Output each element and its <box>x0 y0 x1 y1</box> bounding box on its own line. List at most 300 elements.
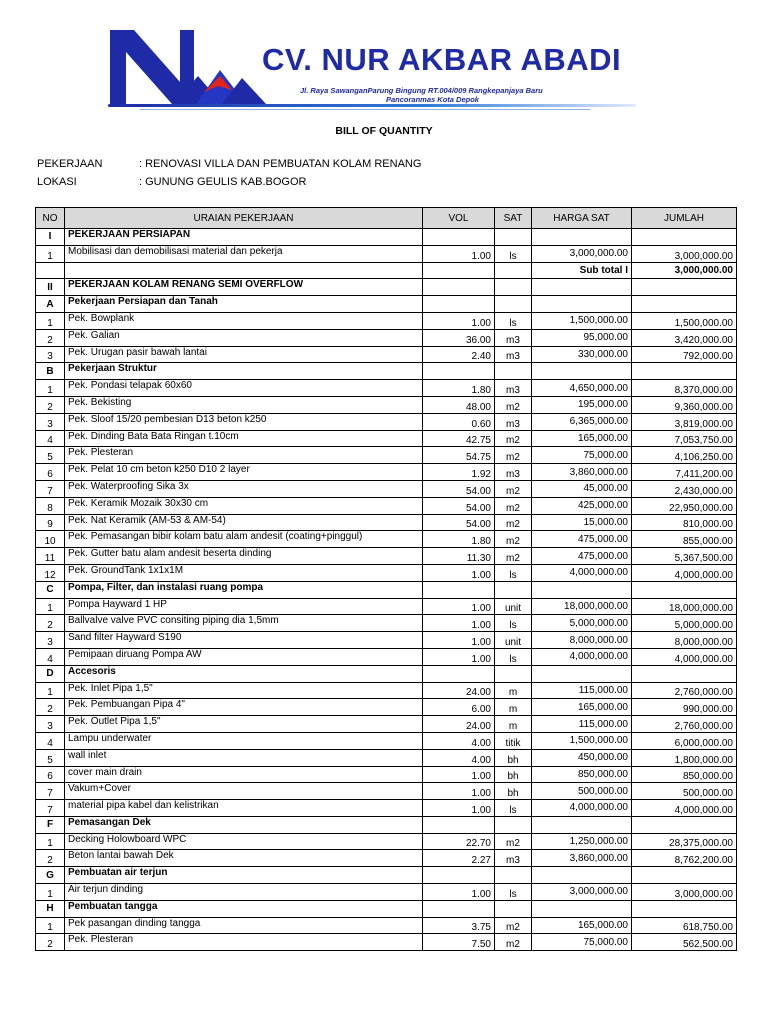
row-jumlah: 8,000,000.00 <box>632 632 737 649</box>
row-harga: 4,000,000.00 <box>532 564 632 581</box>
row-sat: m <box>495 716 532 733</box>
row-vol: 1.92 <box>423 464 495 481</box>
row-description: Pemipaan diruang Pompa AW <box>65 648 423 665</box>
row-vol: 1.00 <box>423 245 495 262</box>
row-sat <box>495 296 532 313</box>
row-description: Pek. Gutter batu alam andesit beserta dinding <box>65 548 423 565</box>
row-sat: m2 <box>495 934 532 951</box>
row-no: 6 <box>36 766 65 783</box>
row-vol: 11.30 <box>423 548 495 565</box>
table-row <box>36 548 737 565</box>
row-description: cover main drain <box>65 766 423 783</box>
row-description: Beton lantai bawah Dek <box>65 850 423 867</box>
row-no: 1 <box>36 245 65 262</box>
row-description: Pek. Pelat 10 cm beton k250 D10 2 layer <box>65 464 423 481</box>
row-harga: 3,000,000.00 <box>532 884 632 901</box>
row-sat: m2 <box>495 396 532 413</box>
row-vol <box>423 816 495 833</box>
row-no: 10 <box>36 531 65 548</box>
row-no: 2 <box>36 850 65 867</box>
row-harga: 15,000.00 <box>532 514 632 531</box>
row-harga: 475,000.00 <box>532 531 632 548</box>
row-harga: 75,000.00 <box>532 447 632 464</box>
section-row <box>36 900 737 917</box>
row-no: 2 <box>36 934 65 951</box>
row-sat: ls <box>495 615 532 632</box>
row-no: 12 <box>36 564 65 581</box>
row-no: 2 <box>36 396 65 413</box>
row-sat <box>495 816 532 833</box>
table-row <box>36 632 737 649</box>
row-vol: 1.00 <box>423 884 495 901</box>
table-row <box>36 514 737 531</box>
row-jumlah <box>632 867 737 884</box>
row-no: 3 <box>36 716 65 733</box>
row-jumlah: 7,411,200.00 <box>632 464 737 481</box>
row-sat: m2 <box>495 917 532 934</box>
row-description: Pekerjaan Persiapan dan Tanah <box>65 296 423 313</box>
row-harga: 425,000.00 <box>532 497 632 514</box>
row-vol: 1.80 <box>423 380 495 397</box>
row-harga: 450,000.00 <box>532 749 632 766</box>
row-vol <box>423 900 495 917</box>
row-harga: 5,000,000.00 <box>532 615 632 632</box>
section-row <box>36 296 737 313</box>
table-body <box>36 229 737 951</box>
row-jumlah: 3,819,000.00 <box>632 413 737 430</box>
row-vol: 1.80 <box>423 531 495 548</box>
row-no: A <box>36 296 65 313</box>
row-jumlah: 855,000.00 <box>632 531 737 548</box>
section-row <box>36 229 737 246</box>
row-vol: 48.00 <box>423 396 495 413</box>
row-vol: 2.27 <box>423 850 495 867</box>
row-harga: 18,000,000.00 <box>532 598 632 615</box>
table-row <box>36 716 737 733</box>
row-sat: m2 <box>495 531 532 548</box>
row-jumlah <box>632 296 737 313</box>
row-sat: bh <box>495 766 532 783</box>
row-no: 1 <box>36 598 65 615</box>
row-no: 3 <box>36 632 65 649</box>
row-vol <box>423 581 495 598</box>
row-no: 4 <box>36 648 65 665</box>
table-row <box>36 464 737 481</box>
row-vol: 7.50 <box>423 934 495 951</box>
row-description: Pek. Pemasangan bibir kolam batu alam andesit (coating+pinggul) <box>65 531 423 548</box>
row-jumlah: 28,375,000.00 <box>632 833 737 850</box>
row-description: Pek. Keramik Mozaik 30x30 cm <box>65 497 423 514</box>
row-no: 6 <box>36 464 65 481</box>
table-row <box>36 766 737 783</box>
company-logo-icon <box>100 26 275 106</box>
row-vol <box>423 363 495 380</box>
row-no: 2 <box>36 699 65 716</box>
row-no: G <box>36 867 65 884</box>
row-sat <box>495 867 532 884</box>
row-sat: m2 <box>495 447 532 464</box>
row-harga <box>532 816 632 833</box>
row-jumlah: 22,950,000.00 <box>632 497 737 514</box>
row-vol: 24.00 <box>423 716 495 733</box>
row-sat: m2 <box>495 480 532 497</box>
row-sat: m2 <box>495 514 532 531</box>
row-jumlah: 4,000,000.00 <box>632 564 737 581</box>
row-sat <box>495 262 532 279</box>
row-harga <box>532 296 632 313</box>
row-description: Pemasangan Dek <box>65 816 423 833</box>
table-row <box>36 615 737 632</box>
row-sat: m3 <box>495 464 532 481</box>
row-vol: 54.75 <box>423 447 495 464</box>
row-sat: unit <box>495 632 532 649</box>
row-jumlah: 4,000,000.00 <box>632 648 737 665</box>
subtotal-value: 3,000,000.00 <box>632 262 737 279</box>
row-description: Air terjun dinding <box>65 884 423 901</box>
letterhead <box>0 0 768 120</box>
row-vol: 22.70 <box>423 833 495 850</box>
row-jumlah: 3,420,000.00 <box>632 329 737 346</box>
col-header-no: NO <box>36 208 65 229</box>
row-description: Ballvalve valve PVC consiting piping dia 1,5mm <box>65 615 423 632</box>
row-no: 3 <box>36 346 65 363</box>
row-jumlah <box>632 363 737 380</box>
row-vol <box>423 665 495 682</box>
row-no: 1 <box>36 833 65 850</box>
header-divider-thin <box>140 109 590 110</box>
row-sat: m3 <box>495 346 532 363</box>
row-sat: m <box>495 682 532 699</box>
row-no: B <box>36 363 65 380</box>
row-sat <box>495 581 532 598</box>
table-row <box>36 396 737 413</box>
row-harga: 4,000,000.00 <box>532 648 632 665</box>
table-row <box>36 380 737 397</box>
document-title: BILL OF QUANTITY <box>335 125 433 137</box>
row-harga <box>532 867 632 884</box>
row-no: 2 <box>36 329 65 346</box>
row-harga: 3,000,000.00 <box>532 245 632 262</box>
row-description: Pek. Dinding Bata Bata Ringan t.10cm <box>65 430 423 447</box>
row-no: 3 <box>36 413 65 430</box>
table-row <box>36 917 737 934</box>
row-description: Pek. Pondasi telapak 60x60 <box>65 380 423 397</box>
subtotal-label: Sub total I <box>532 262 632 279</box>
row-vol: 2.40 <box>423 346 495 363</box>
table-row <box>36 884 737 901</box>
row-no: 7 <box>36 783 65 800</box>
row-vol: 1.00 <box>423 615 495 632</box>
row-vol: 24.00 <box>423 682 495 699</box>
table-row <box>36 245 737 262</box>
row-no: 7 <box>36 800 65 817</box>
row-description: Decking Holowboard WPC <box>65 833 423 850</box>
section-row <box>36 867 737 884</box>
table-row <box>36 699 737 716</box>
row-harga: 75,000.00 <box>532 934 632 951</box>
row-jumlah: 792,000.00 <box>632 346 737 363</box>
table-row <box>36 480 737 497</box>
row-sat: bh <box>495 783 532 800</box>
row-harga <box>532 363 632 380</box>
row-jumlah: 850,000.00 <box>632 766 737 783</box>
row-vol: 4.00 <box>423 732 495 749</box>
row-no: 1 <box>36 884 65 901</box>
row-no: 9 <box>36 514 65 531</box>
row-no: 1 <box>36 917 65 934</box>
row-no <box>36 262 65 279</box>
row-harga: 4,000,000.00 <box>532 800 632 817</box>
row-harga <box>532 229 632 246</box>
row-sat: m3 <box>495 380 532 397</box>
row-sat: m3 <box>495 329 532 346</box>
table-row <box>36 934 737 951</box>
col-header-sat: SAT <box>495 208 532 229</box>
row-jumlah: 810,000.00 <box>632 514 737 531</box>
row-vol <box>423 262 495 279</box>
row-harga: 850,000.00 <box>532 766 632 783</box>
row-description: Pek. Pembuangan Pipa 4" <box>65 699 423 716</box>
row-no: 4 <box>36 732 65 749</box>
row-sat: m <box>495 699 532 716</box>
row-jumlah: 2,760,000.00 <box>632 716 737 733</box>
row-jumlah: 9,360,000.00 <box>632 396 737 413</box>
row-jumlah: 5,367,500.00 <box>632 548 737 565</box>
row-description: Pek. Bekisting <box>65 396 423 413</box>
row-description: material pipa kabel dan kelistrikan <box>65 800 423 817</box>
row-no: 4 <box>36 430 65 447</box>
row-jumlah: 8,762,200.00 <box>632 850 737 867</box>
boq-table <box>35 207 737 951</box>
row-jumlah <box>632 816 737 833</box>
row-no: 5 <box>36 749 65 766</box>
col-header-vol: VOL <box>423 208 495 229</box>
row-vol: 1.00 <box>423 766 495 783</box>
row-harga <box>532 581 632 598</box>
row-harga: 165,000.00 <box>532 917 632 934</box>
row-harga: 3,860,000.00 <box>532 850 632 867</box>
row-jumlah: 618,750.00 <box>632 917 737 934</box>
row-harga: 8,000,000.00 <box>532 632 632 649</box>
row-sat: ls <box>495 312 532 329</box>
row-sat <box>495 279 532 296</box>
row-sat: bh <box>495 749 532 766</box>
section-row <box>36 816 737 833</box>
row-description: Pek. Galian <box>65 329 423 346</box>
row-jumlah: 18,000,000.00 <box>632 598 737 615</box>
row-harga: 6,365,000.00 <box>532 413 632 430</box>
row-no: 1 <box>36 380 65 397</box>
row-harga: 475,000.00 <box>532 548 632 565</box>
row-sat: m3 <box>495 413 532 430</box>
row-vol: 1.00 <box>423 648 495 665</box>
row-description: Pompa Hayward 1 HP <box>65 598 423 615</box>
row-no: 8 <box>36 497 65 514</box>
row-vol: 0.60 <box>423 413 495 430</box>
row-vol <box>423 279 495 296</box>
table-row <box>36 413 737 430</box>
row-jumlah: 1,800,000.00 <box>632 749 737 766</box>
row-harga: 195,000.00 <box>532 396 632 413</box>
table-row <box>36 346 737 363</box>
table-row <box>36 850 737 867</box>
col-header-uraian: URAIAN PEKERJAAN <box>65 208 423 229</box>
row-description: Pembuatan tangga <box>65 900 423 917</box>
row-no: H <box>36 900 65 917</box>
row-sat: ls <box>495 245 532 262</box>
table-row <box>36 531 737 548</box>
table-row <box>36 732 737 749</box>
table-row <box>36 598 737 615</box>
row-description: Pek. Waterproofing Sika 3x <box>65 480 423 497</box>
row-description: Pek. Outlet Pipa 1,5" <box>65 716 423 733</box>
row-sat: ls <box>495 648 532 665</box>
row-harga: 115,000.00 <box>532 716 632 733</box>
row-jumlah: 4,106,250.00 <box>632 447 737 464</box>
row-description: Pekerjaan Struktur <box>65 363 423 380</box>
row-description: Accesoris <box>65 665 423 682</box>
row-vol: 42.75 <box>423 430 495 447</box>
row-jumlah: 6,000,000.00 <box>632 732 737 749</box>
row-harga: 165,000.00 <box>532 430 632 447</box>
row-jumlah: 5,000,000.00 <box>632 615 737 632</box>
row-harga: 45,000.00 <box>532 480 632 497</box>
row-description: Vakum+Cover <box>65 783 423 800</box>
row-no: 5 <box>36 447 65 464</box>
table-row <box>36 682 737 699</box>
row-description: PEKERJAAN PERSIAPAN <box>65 229 423 246</box>
row-sat: m2 <box>495 833 532 850</box>
row-vol: 54.00 <box>423 480 495 497</box>
row-description: Pek. GroundTank 1x1x1M <box>65 564 423 581</box>
row-sat: unit <box>495 598 532 615</box>
row-harga: 330,000.00 <box>532 346 632 363</box>
section-row <box>36 363 737 380</box>
row-vol: 6.00 <box>423 699 495 716</box>
row-no: F <box>36 816 65 833</box>
row-description: Pompa, Filter, dan instalasi ruang pompa <box>65 581 423 598</box>
row-jumlah <box>632 581 737 598</box>
row-harga: 500,000.00 <box>532 783 632 800</box>
row-description: Sand filter Hayward S190 <box>65 632 423 649</box>
row-vol: 1.00 <box>423 800 495 817</box>
row-description: PEKERJAAN KOLAM RENANG SEMI OVERFLOW <box>65 279 423 296</box>
row-description: Lampu underwater <box>65 732 423 749</box>
table-row <box>36 497 737 514</box>
meta-value: : RENOVASI VILLA DAN PEMBUATAN KOLAM RENANG <box>139 158 422 170</box>
row-description: Pek. Urugan pasir bawah lantai <box>65 346 423 363</box>
row-vol: 1.00 <box>423 564 495 581</box>
row-no: C <box>36 581 65 598</box>
table-row <box>36 800 737 817</box>
row-description: Pek. Nat Keramik (AM-53 & AM-54) <box>65 514 423 531</box>
row-vol: 1.00 <box>423 632 495 649</box>
section-row <box>36 581 737 598</box>
row-vol: 1.00 <box>423 783 495 800</box>
row-no: 11 <box>36 548 65 565</box>
row-jumlah: 3,000,000.00 <box>632 245 737 262</box>
row-sat: m2 <box>495 430 532 447</box>
row-harga: 95,000.00 <box>532 329 632 346</box>
row-no: 1 <box>36 682 65 699</box>
row-harga <box>532 279 632 296</box>
row-vol: 3.75 <box>423 917 495 934</box>
row-sat: ls <box>495 564 532 581</box>
col-header-harga-sat: HARGA SAT <box>532 208 632 229</box>
row-no: II <box>36 279 65 296</box>
row-sat <box>495 229 532 246</box>
meta-lokasi <box>37 176 306 188</box>
row-description: Pek pasangan dinding tangga <box>65 917 423 934</box>
row-vol: 54.00 <box>423 497 495 514</box>
row-harga: 165,000.00 <box>532 699 632 716</box>
row-harga: 3,860,000.00 <box>532 464 632 481</box>
row-description: Pek. Inlet Pipa 1,5" <box>65 682 423 699</box>
row-jumlah: 990,000.00 <box>632 699 737 716</box>
row-description: Pek. Sloof 15/20 pembesian D13 beton k250 <box>65 413 423 430</box>
row-vol: 54.00 <box>423 514 495 531</box>
row-jumlah <box>632 279 737 296</box>
row-jumlah <box>632 229 737 246</box>
row-harga: 115,000.00 <box>532 682 632 699</box>
section-row <box>36 279 737 296</box>
row-sat <box>495 363 532 380</box>
row-no: I <box>36 229 65 246</box>
row-description: Mobilisasi dan demobilisasi material dan pekerja <box>65 245 423 262</box>
row-jumlah <box>632 665 737 682</box>
row-jumlah: 3,000,000.00 <box>632 884 737 901</box>
row-harga: 1,250,000.00 <box>532 833 632 850</box>
row-vol: 36.00 <box>423 329 495 346</box>
row-jumlah: 2,430,000.00 <box>632 480 737 497</box>
row-harga: 1,500,000.00 <box>532 312 632 329</box>
section-row <box>36 665 737 682</box>
row-harga <box>532 900 632 917</box>
table-row <box>36 783 737 800</box>
table-row <box>36 312 737 329</box>
row-jumlah: 8,370,000.00 <box>632 380 737 397</box>
row-description <box>65 262 423 279</box>
row-vol: 1.00 <box>423 598 495 615</box>
row-description: Pek. Plesteran <box>65 447 423 464</box>
row-no: 1 <box>36 312 65 329</box>
row-jumlah: 4,000,000.00 <box>632 800 737 817</box>
row-description: Pembuatan air terjun <box>65 867 423 884</box>
company-name: CV. NUR AKBAR ABADI <box>262 42 622 77</box>
row-no: D <box>36 665 65 682</box>
row-harga: 4,650,000.00 <box>532 380 632 397</box>
row-harga <box>532 665 632 682</box>
row-jumlah: 1,500,000.00 <box>632 312 737 329</box>
row-sat: ls <box>495 800 532 817</box>
table-row <box>36 329 737 346</box>
table-row <box>36 833 737 850</box>
row-description: wall inlet <box>65 749 423 766</box>
row-description: Pek. Bowplank <box>65 312 423 329</box>
row-sat <box>495 900 532 917</box>
row-sat <box>495 665 532 682</box>
meta-value: : GUNUNG GEULIS KAB.BOGOR <box>139 176 307 188</box>
row-jumlah <box>632 900 737 917</box>
table-header-row <box>36 208 737 229</box>
row-vol <box>423 229 495 246</box>
company-address-line1: Jl. Raya SawanganParung Bingung RT.004/009 Rangkepanjaya Baru <box>300 86 543 95</box>
table-row <box>36 447 737 464</box>
row-harga: 1,500,000.00 <box>532 732 632 749</box>
table-row <box>36 564 737 581</box>
row-jumlah: 562,500.00 <box>632 934 737 951</box>
row-vol <box>423 296 495 313</box>
